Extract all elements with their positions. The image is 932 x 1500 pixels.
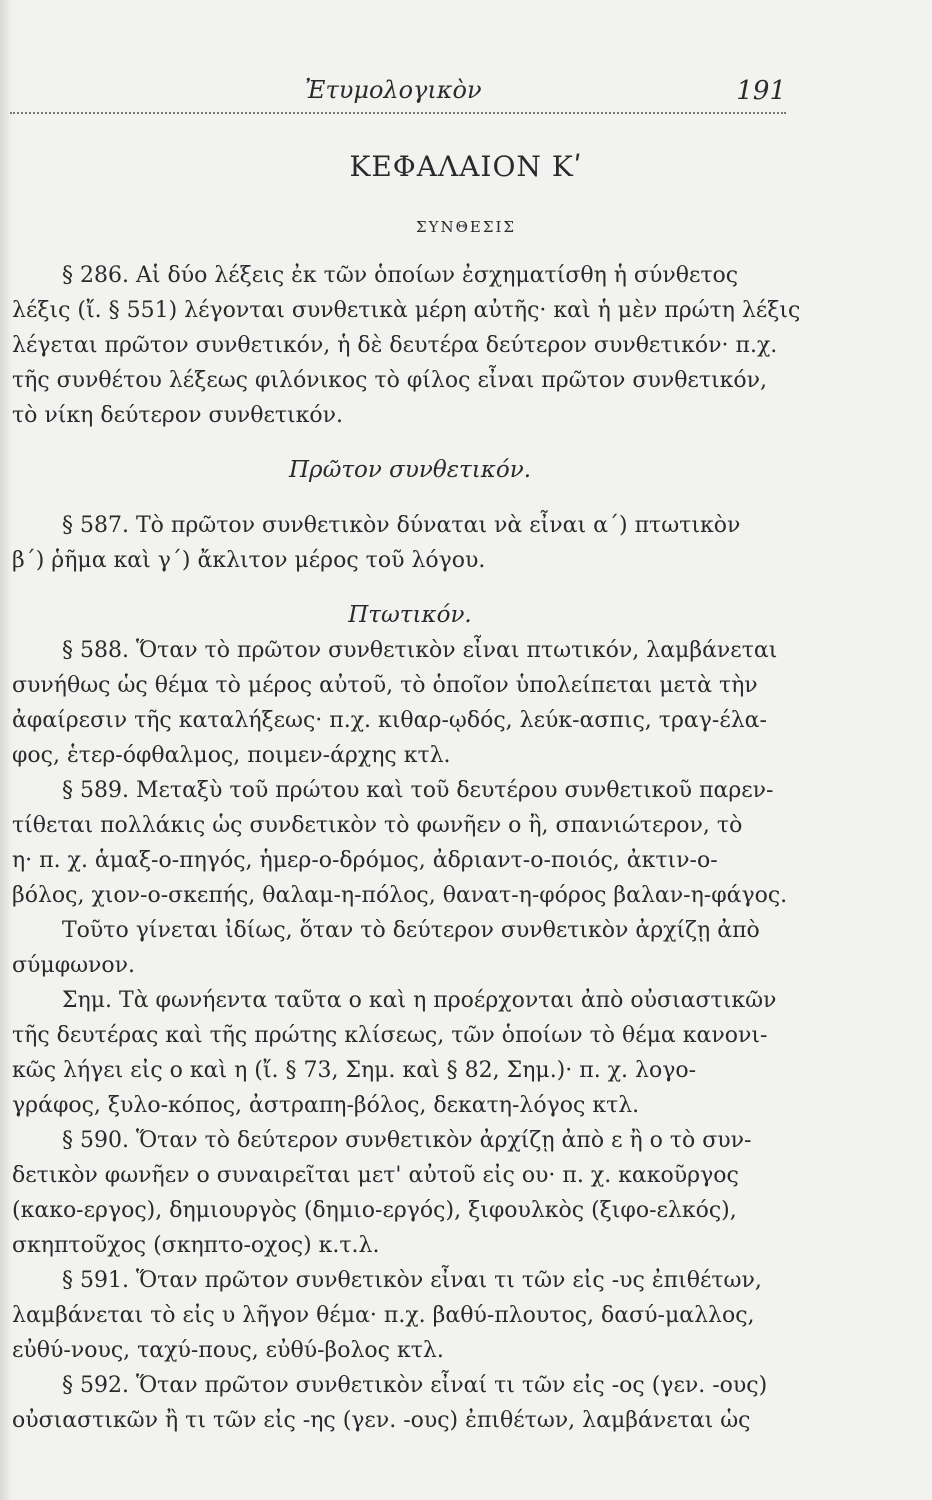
text-line: τῆς δευτέρας καὶ τῆς πρώτης κλίσεως, τῶν ὁποίων τὸ θέμα κανονι- — [12, 1023, 768, 1048]
page-number: 191 — [736, 76, 786, 106]
text-line: κῶς λήγει εἰς ο καὶ η (ἴ. § 73, Σημ. καὶ § 82, Σημ.)· π. χ. λογο- — [12, 1058, 697, 1083]
text-line: τὸ νίκη δεύτερον συνθετικόν. — [12, 403, 344, 428]
text-line: σύμφωνον. — [12, 953, 136, 978]
chapter-title: ΚΕΦΑΛΑΙΟΝ Κʹ — [349, 150, 583, 183]
text-line: συνήθως ὡς θέμα τὸ μέρος αὐτοῦ, τὸ ὁποῖον ὑπολείπεται μετὰ τὴν — [12, 673, 758, 698]
section-title: ΣΥΝΘΕΣΙΣ — [415, 218, 517, 236]
text-line: Τοῦτο γίνεται ἰδίως, ὅταν τὸ δεύτερον συνθετικὸν ἀρχίζῃ ἀπὸ — [62, 918, 760, 943]
text-line: οὐσιαστικῶν ἢ τι τῶν εἰς -ης (γεν. -ους) ἐπιθέτων, λαμβάνεται ὡς — [12, 1408, 751, 1433]
text-line: τῆς συνθέτου λέξεως φιλόνικος τὸ φίλος εἶναι πρῶτον συνθετικόν, — [12, 368, 767, 393]
text-line: γράφος, ξυλο-κόπος, ἀστραπη-βόλος, δεκατη-λόγος κτλ. — [12, 1093, 640, 1118]
text-line: δετικὸν φωνῆεν ο συναιρεῖται μετ' αὐτοῦ εἰς ου· π. χ. κακοῦργος — [12, 1163, 739, 1188]
text-line: ἀφαίρεσιν τῆς καταλήξεως· π.χ. κιθαρ-ῳδός, λεύκ-ασπις, τραγ-έλα- — [12, 708, 767, 733]
body-text — [0, 258, 800, 1438]
text-line: § 588. Ὅταν τὸ πρῶτον συνθετικὸν εἶναι πτωτικόν, λαμβάνεται — [62, 638, 778, 663]
text-line: Σημ. Τὰ φωνήεντα ταῦτα ο καὶ η προέρχονται ἀπὸ οὐσιαστικῶν — [62, 988, 777, 1013]
text-line: τίθεται πολλάκις ὡς συνδετικὸν τὸ φωνῆεν ο ἢ, σπανιώτερον, τὸ — [12, 813, 743, 838]
text-line: βόλος, χιον-ο-σκεπής, θαλαμ-η-πόλος, θανατ-η-φόρος βαλαν-η-φάγος. — [12, 883, 788, 908]
subheading: Πτωτικόν. — [348, 602, 472, 628]
text-line: λέγεται πρῶτον συνθετικόν, ἡ δὲ δευτέρα δεύτερον συνθετικόν· π.χ. — [12, 333, 778, 358]
text-line: § 589. Μεταξὺ τοῦ πρώτου καὶ τοῦ δευτέρου συνθετικοῦ παρεν- — [62, 778, 774, 803]
text-line: β΄) ῥῆμα καὶ γ΄) ἄκλιτον μέρος τοῦ λόγου. — [12, 548, 486, 573]
text-line: εὐθύ-νους, ταχύ-πους, εὐθύ-βολος κτλ. — [12, 1338, 444, 1363]
subheading: Πρῶτον συνθετικόν. — [288, 457, 532, 483]
text-line: λαμβάνεται τὸ εἰς υ λῆγον θέμα· π.χ. βαθύ-πλουτος, δασύ-μαλλος, — [12, 1303, 755, 1328]
text-line: (κακο-εργος), δημιουργὸς (δημιο-εργός), ξιφουλκὸς (ξιφο-ελκός), — [12, 1198, 737, 1223]
text-line: σκηπτοῦχος (σκηπτο-οχος) κ.τ.λ. — [12, 1233, 380, 1258]
text-line: § 592. Ὅταν πρῶτον συνθετικὸν εἶναί τι τῶν εἰς -ος (γεν. -ους) — [62, 1373, 768, 1398]
text-line: λέξις (ἴ. § 551) λέγονται συνθετικὰ μέρη αὐτῆς· καὶ ἡ μὲν πρώτη λέξις — [12, 298, 801, 323]
text-line: § 591. Ὅταν πρῶτον συνθετικὸν εἶναι τι τῶν εἰς -υς ἐπιθέτων, — [62, 1268, 762, 1293]
text-line: § 590. Ὅταν τὸ δεύτερον συνθετικὸν ἀρχίζῃ ἀπὸ ε ἢ ο τὸ συν- — [62, 1128, 752, 1153]
running-head-rule — [10, 112, 786, 114]
running-head-title: Ἐτυμολογικὸν — [305, 76, 482, 104]
text-line: § 587. Τὸ πρῶτον συνθετικὸν δύναται νὰ εἶναι α΄) πτωτικὸν — [62, 513, 741, 538]
text-line: § 286. Αἱ δύο λέξεις ἐκ τῶν ὁποίων ἐσχηματίσθη ἡ σύνθετος — [62, 263, 739, 288]
text-line: φος, ἑτερ-όφθαλμος, ποιμεν-άρχης κτλ. — [12, 743, 451, 768]
running-head — [0, 76, 932, 112]
text-line: η· π. χ. ἁμαξ-ο-πηγός, ἡμερ-ο-δρόμος, ἀδριαντ-ο-ποιός, ἀκτιν-ο- — [12, 848, 718, 873]
